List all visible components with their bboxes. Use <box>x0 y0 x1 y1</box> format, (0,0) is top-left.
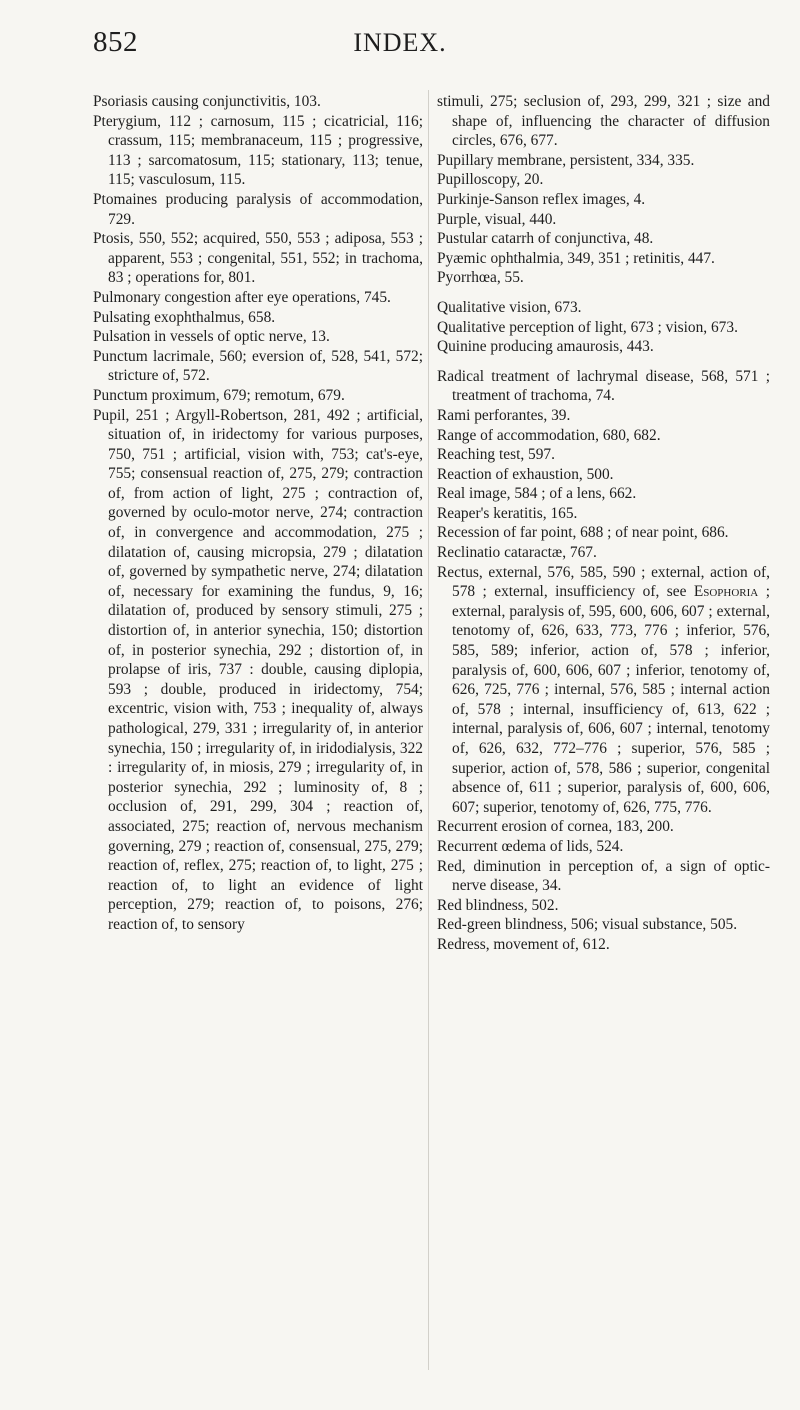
index-entry: Red-green blindness, 506; visual substance, 505. <box>437 916 738 934</box>
page-number: 852 <box>93 26 138 58</box>
index-entry: Recurrent œdema of lids, 524. <box>437 837 624 855</box>
page-header <box>0 26 800 66</box>
index-entry: Pupilloscopy, 20. <box>437 171 544 189</box>
index-entry: Purkinje-Sanson reflex images, 4. <box>437 190 646 208</box>
index-entry: Ptosis, 550, 552; acquired, 550, 553 ; adiposa, 553 ; apparent, 553 ; congenital, 551, 552; in trachoma, 83 ; operations for, 801. <box>93 230 423 287</box>
index-entry: Qualitative vision, 673. <box>437 298 582 316</box>
index-entry: Punctum proximum, 679; remotum, 679. <box>93 386 345 404</box>
index-entry: Pyorrhœa, 55. <box>437 269 524 287</box>
index-entry: Reclinatio cataractæ, 767. <box>437 544 597 562</box>
index-entry: Reaper's keratitis, 165. <box>437 504 578 522</box>
entry-text: Rectus, external, 576, 585, 590 ; external, action of, 578 ; external, insufficiency of, see <box>437 563 770 601</box>
cross-reference: Esophoria <box>693 583 759 601</box>
index-entry: Pustular catarrh of conjunctiva, 48. <box>437 230 654 248</box>
index-entry: Range of accommodation, 680, 682. <box>437 426 661 444</box>
index-entry: Red blindness, 502. <box>437 896 559 914</box>
running-head: INDEX. <box>353 28 447 57</box>
entry-text: ; external, paralysis of, 595, 600, 606, 607 ; external, tenotomy of, 626, 633, 773, 776 ; inferior, 576, 585, 589; inferior, action of, 578 ; inferior, paralysis of, 600, 606, 607 ; inferior, tenotomy of, 626, 725, 776 ; internal, 576, 585 ; internal action of, 578 ; internal, insufficiency of, 613, 622 ; internal, paralysis of, 606, 607 ; internal, tenotomy of, 626, 632, 772–776 ; superior, 576, 585 ; superior, action of, 578, 586 ; superior, congenital absence of, 611 ; superior, paralysis of, 600, 606, 607; superior, tenotomy of, 626, 775, 776. <box>452 583 770 816</box>
index-entry: Ptomaines producing paralysis of accommodation, 729. <box>93 190 423 228</box>
index-entry: Pulmonary congestion after eye operations, 745. <box>93 288 391 306</box>
index-entry: Red, diminution in perception of, a sign of optic-nerve disease, 34. <box>437 857 770 895</box>
column-divider <box>428 90 429 1370</box>
index-entry: Pulsation in vessels of optic nerve, 13. <box>93 328 330 346</box>
index-entry: Quinine producing amaurosis, 443. <box>437 338 654 356</box>
index-entry: Reaching test, 597. <box>437 446 555 464</box>
index-entry: Rami perforantes, 39. <box>437 406 571 424</box>
left-column <box>93 92 423 935</box>
index-entry <box>437 563 770 818</box>
index-entry: Psoriasis causing conjunctivitis, 103. <box>93 93 321 110</box>
index-entry: Pupil, 251 ; Argyll-Robertson, 281, 492 ; artificial, situation of, in iridectomy for various purposes, 750, 751 ; artificial, vision with, 753; cat's-eye, 755; consensual reaction of, 275, 279; contraction of, from action of light, 275 ; contraction of, governed by oculo-motor nerve, 274; contraction of, in convergence and accommodation, 275 ; dilatation of, causing micropsia, 279 ; dilatation of, governed by sympathetic nerve, 274; dilatation of, necessary for examining the fundus, 9, 16; dilatation of, produced by sensory stimuli, 275 ; distortion of, in anterior synechia, 150; distortion of, in posterior synechia, 292 ; distortion of, in prolapse of iris, 737 : double, causing diplopia, 593 ; double, produced in iridectomy, 754; excentric, vision with, 753 ; inequality of, always pathological, 279, 331 ; irregularity of, in anterior synechia, 150 ; irregularity of, in iridodialysis, 322 : irregularity of, in miosis, 279 ; irregularity of, in posterior synechia, 292 ; luminosity of, 8 ; occlusion of, 291, 299, 304 ; reaction of, associated, 275; reaction of, nervous mechanism governing, 279 ; reaction of, consensual, 275, 279; reaction of, reflex, 275; reaction of, to light, 275 ; reaction of, to light an evidence of light perception, 279; reaction of, to poisons, 276; reaction of, to sensory <box>93 406 423 933</box>
index-entry: Radical treatment of lachrymal disease, 568, 571 ; treatment of trachoma, 74. <box>437 367 770 405</box>
index-entry: Recession of far point, 688 ; of near point, 686. <box>437 524 729 542</box>
index-entry: stimuli, 275; seclusion of, 293, 299, 321 ; size and shape of, influencing the character of diffusion circles, 676, 677. <box>437 93 770 150</box>
index-entry: Recurrent erosion of cornea, 183, 200. <box>437 818 674 836</box>
index-entry: Purple, visual, 440. <box>437 210 557 228</box>
index-entry: Punctum lacrimale, 560; eversion of, 528, 541, 572; stricture of, 572. <box>93 347 423 385</box>
index-entry: Real image, 584 ; of a lens, 662. <box>437 485 637 503</box>
index-entry: Reaction of exhaustion, 500. <box>437 465 614 483</box>
index-entry: Pterygium, 112 ; carnosum, 115 ; cicatricial, 116; crassum, 115; membranaceum, 115 ; progressive, 113 ; sarcomatosum, 115; stationary, 113; tenue, 115; vasculosum, 115. <box>93 112 423 189</box>
index-entry: Pupillary membrane, persistent, 334, 335. <box>437 151 695 169</box>
right-column <box>437 92 770 955</box>
index-entry: Pulsating exophthalmus, 658. <box>93 308 276 326</box>
index-entry: Pyæmic ophthalmia, 349, 351 ; retinitis, 447. <box>437 249 715 267</box>
index-entry: Redress, movement of, 612. <box>437 935 610 953</box>
index-entry: Qualitative perception of light, 673 ; vision, 673. <box>437 318 738 336</box>
